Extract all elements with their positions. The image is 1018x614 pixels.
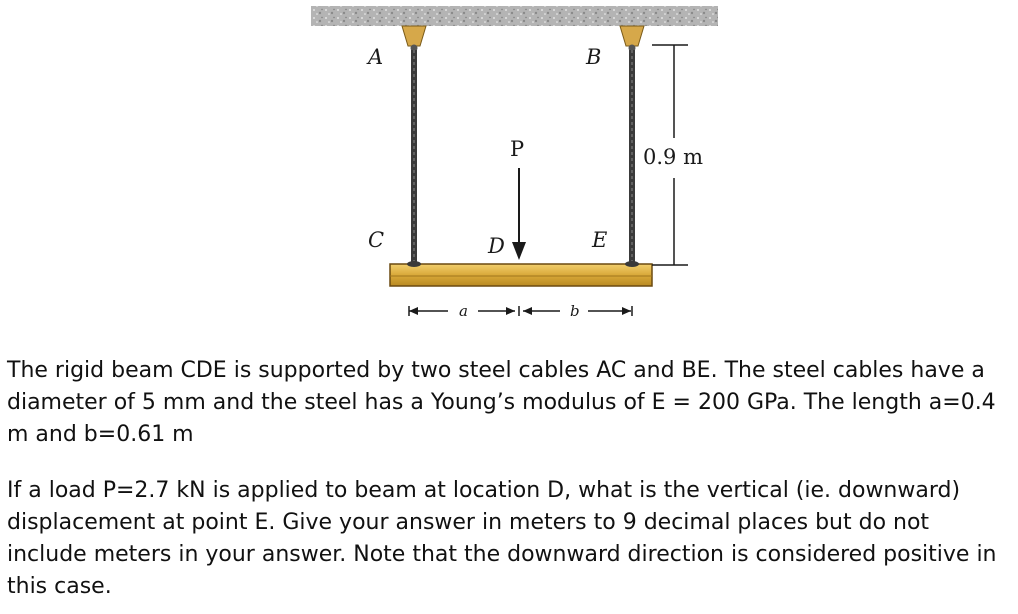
ceiling — [311, 6, 718, 26]
bracket-a — [402, 26, 426, 52]
span-dimension — [409, 306, 632, 316]
problem-statement — [7, 355, 1015, 603]
load-arrow-p — [512, 168, 526, 260]
label-b-point: B — [586, 45, 602, 69]
bracket-b — [620, 26, 644, 52]
cable-ac — [411, 50, 417, 264]
label-a-point: A — [368, 45, 384, 69]
label-height: 0.9 m — [643, 145, 703, 169]
label-c-point: C — [368, 228, 385, 252]
label-span-b: b — [570, 302, 580, 320]
label-e-point: E — [592, 228, 608, 252]
rigid-beam-cde — [390, 261, 652, 286]
label-d-point: D — [488, 234, 505, 258]
cable-be — [629, 50, 635, 264]
label-load-p: P — [510, 137, 525, 161]
label-span-a: a — [459, 302, 468, 320]
problem-paragraph-1: The rigid beam CDE is supported by two steel cables AC and BE. The steel cables have a diameter of 5 mm and the steel has a Young’s modulus of E = 200 GPa. The length a=0.4 m and b=0.61 m — [7, 358, 996, 447]
problem-paragraph-2: If a load P=2.7 kN is applied to beam at location D, what is the vertical (ie. downward) displacement at point E. Give your answer in meters to 9 decimal places but do not include meters in your answer. Note that the downward direction is considered positive in this case. — [7, 478, 997, 599]
